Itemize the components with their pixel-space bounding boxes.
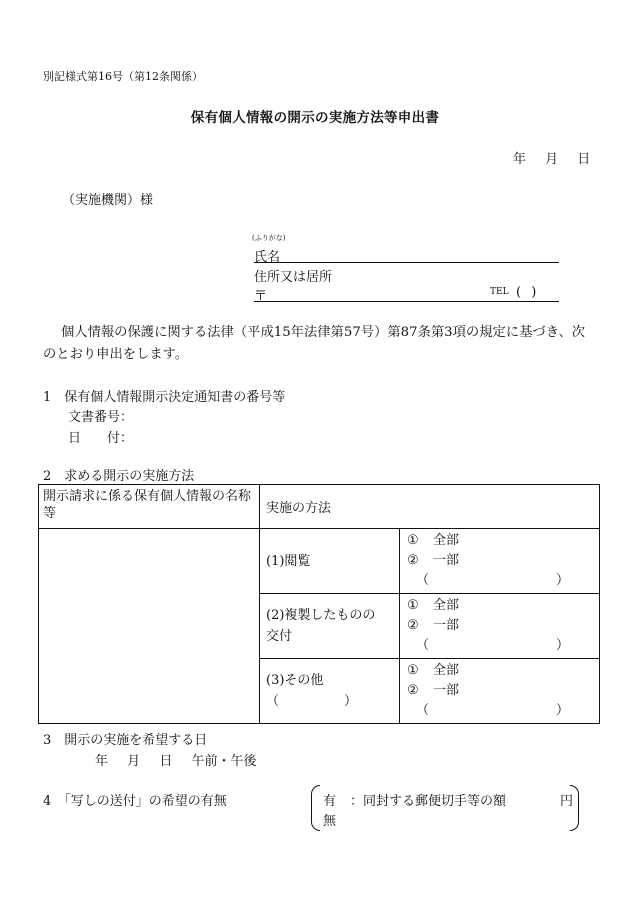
postal-mark: 〒 [254, 289, 268, 304]
option-part[interactable]: ② 一部 [407, 553, 460, 568]
postal-field[interactable] [254, 285, 559, 302]
name-label: 氏名 [254, 250, 281, 265]
desired-year: 年 [95, 754, 109, 769]
stamp-amount-label: ：同封する郵便切手等の額 [350, 794, 507, 809]
option-detail-field[interactable]: （ ） [416, 573, 570, 588]
date-year: 年 [513, 152, 527, 167]
option-part[interactable]: ② 一部 [407, 618, 460, 633]
method-table [38, 484, 600, 724]
address-label: 住所又は居所 [254, 270, 333, 285]
bracket-left [311, 785, 320, 831]
form-reference: 別記様式第16号（第12条関係） [43, 70, 203, 83]
section4-heading: 4 「写しの送付」の希望の有無 [43, 794, 227, 809]
option-detail-field[interactable]: （ ） [416, 703, 570, 718]
tel-label: TEL [490, 287, 509, 297]
option-detail-field[interactable]: （ ） [416, 638, 570, 653]
yes-label: 有 [323, 794, 337, 809]
desired-date-field[interactable] [95, 750, 265, 769]
method-options-1 [400, 529, 600, 594]
name-field[interactable] [254, 246, 559, 263]
method-name-3 [260, 659, 400, 724]
option-no[interactable]: 無 [323, 814, 337, 829]
mail-copy-options [311, 785, 579, 831]
am-pm-option[interactable]: 午前・午後 [191, 754, 257, 769]
yen-unit: 円 [560, 794, 574, 809]
option-all[interactable]: ① 全部 [407, 663, 460, 678]
other-method-field[interactable]: （ ） [266, 694, 358, 709]
date-line [513, 148, 590, 167]
declaration-text: 個人情報の保護に関する法律（平成15年法律第57号）第87条第3項の規定に基づき、次のとおり申出をします。 [43, 325, 586, 362]
method-name-2 [260, 594, 400, 659]
addressee: （実施機関）様 [62, 193, 154, 208]
option-all[interactable]: ① 全部 [407, 598, 460, 613]
option-all[interactable]: ① 全部 [407, 533, 460, 548]
info-name-cell[interactable] [39, 529, 260, 724]
date-day: 日 [577, 152, 591, 167]
desired-month: 月 [127, 754, 141, 769]
method-label: (2)複製したものの交付 [266, 608, 376, 644]
date-month: 月 [545, 152, 559, 167]
method-options-2 [400, 594, 600, 659]
furigana-label: (ふりがな) [252, 234, 286, 242]
desired-day: 日 [159, 754, 173, 769]
col-header-method: 実施の方法 [260, 485, 600, 529]
document-title: 保有個人情報の開示の実施方法等申出書 [190, 110, 440, 126]
method-label: (1)閲覧 [266, 553, 311, 569]
option-yes[interactable] [323, 790, 506, 809]
option-part[interactable]: ② 一部 [407, 683, 460, 698]
method-options-3 [400, 659, 600, 724]
section3-heading: 3 開示の実施を希望する日 [43, 733, 208, 748]
document-number-label: 文書番号： [68, 410, 134, 425]
col-header-info-name: 開示請求に係る保有個人情報の名称等 [39, 485, 260, 529]
method-label: (3)その他 [266, 673, 324, 688]
method-name-1 [260, 529, 400, 594]
decision-date-label: 日 付： [68, 431, 134, 446]
tel-field[interactable]: ( ) [516, 285, 537, 300]
section2-heading: 2 求める開示の実施方法 [43, 469, 195, 484]
section1-heading: 1 保有個人情報開示決定通知書の番号等 [43, 390, 286, 405]
